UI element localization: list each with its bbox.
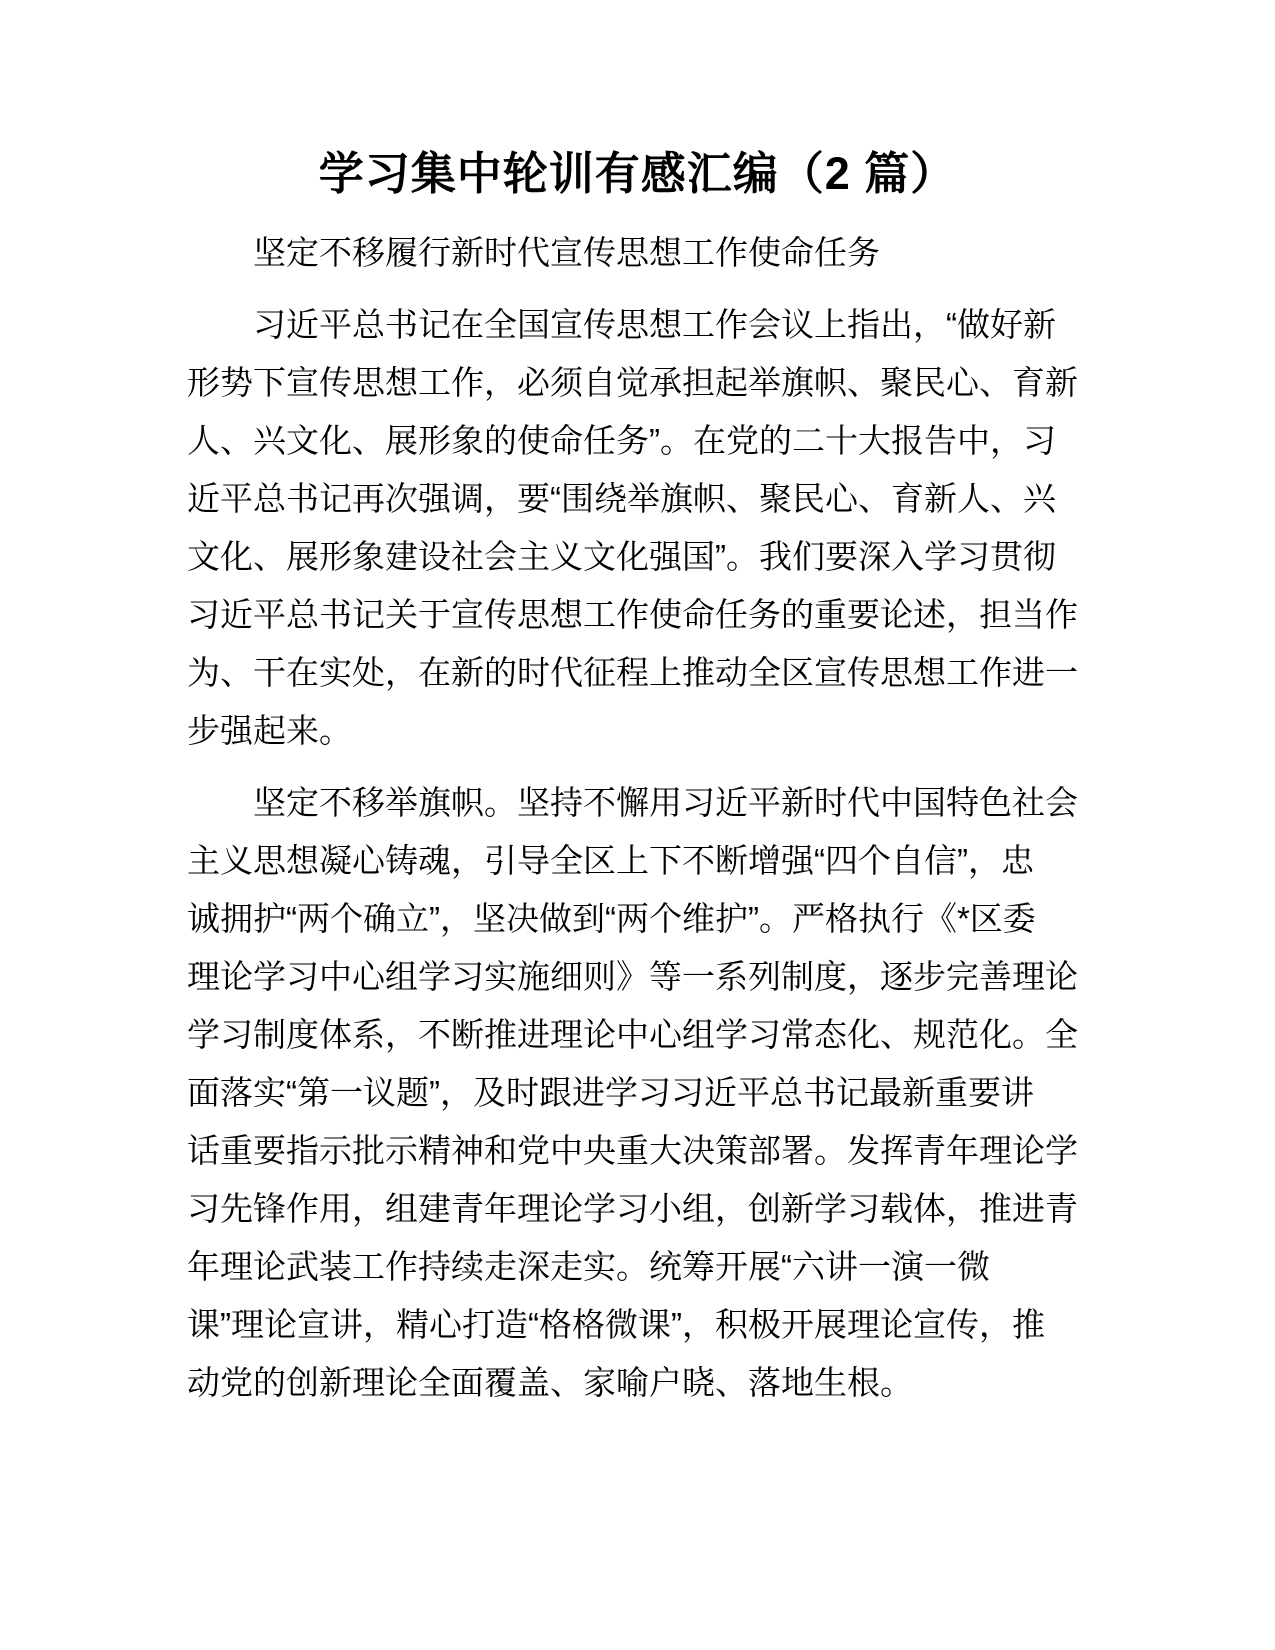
paragraph [187, 774, 1088, 1412]
paragraph [187, 296, 1088, 760]
text-line: 步强起来。 [187, 712, 352, 749]
text-line: 形势下宣传思想工作，必须自觉承担起举旗帜、聚民心、育新 [187, 364, 1078, 401]
text-line: 诚拥护“两个确立”，坚决做到“两个维护”。严格执行《*区委 [187, 900, 1036, 937]
text-line: 文化、展形象建设社会主义文化强国”。我们要深入学习贯彻 [187, 538, 1056, 575]
text-line: 年理论武装工作持续走深走实。统筹开展“六讲一演一微 [187, 1248, 990, 1285]
text-line: 理论学习中心组学习实施细则》等一系列制度，逐步完善理论 [187, 958, 1078, 995]
text-line: 习近平总书记在全国宣传思想工作会议上指出，“做好新 [253, 306, 1056, 343]
section-heading: 坚定不移履行新时代宣传思想工作使命任务 [253, 234, 880, 271]
text-line: 习先锋作用，组建青年理论学习小组，创新学习载体，推进青 [187, 1190, 1078, 1227]
text-line: 习近平总书记关于宣传思想工作使命任务的重要论述，担当作 [187, 596, 1078, 633]
body-paragraphs [187, 296, 1088, 1412]
text-line: 近平总书记再次强调，要“围绕举旗帜、聚民心、育新人、兴 [187, 480, 1056, 517]
text-line: 面落实“第一议题”，及时跟进学习习近平总书记最新重要讲 [187, 1074, 1034, 1111]
text-line: 主义思想凝心铸魂，引导全区上下不断增强“四个自信”，忠 [187, 842, 1034, 879]
text-line: 为、干在实处，在新的时代征程上推动全区宣传思想工作进一 [187, 654, 1078, 691]
text-line: 坚定不移举旗帜。坚持不懈用习近平新时代中国特色社会 [253, 784, 1078, 821]
text-line: 人、兴文化、展形象的使命任务”。在党的二十大报告中，习 [187, 422, 1056, 459]
text-line: 学习制度体系，不断推进理论中心组学习常态化、规范化。全 [187, 1016, 1078, 1053]
text-line: 课”理论宣讲，精心打造“格格微课”，积极开展理论宣传，推 [187, 1306, 1045, 1343]
document-title: 学习集中轮训有感汇编（2 篇） [318, 148, 957, 199]
text-line: 话重要指示批示精神和党中央重大决策部署。发挥青年理论学 [187, 1132, 1078, 1169]
text-line: 动党的创新理论全面覆盖、家喻户晓、落地生根。 [187, 1364, 913, 1401]
